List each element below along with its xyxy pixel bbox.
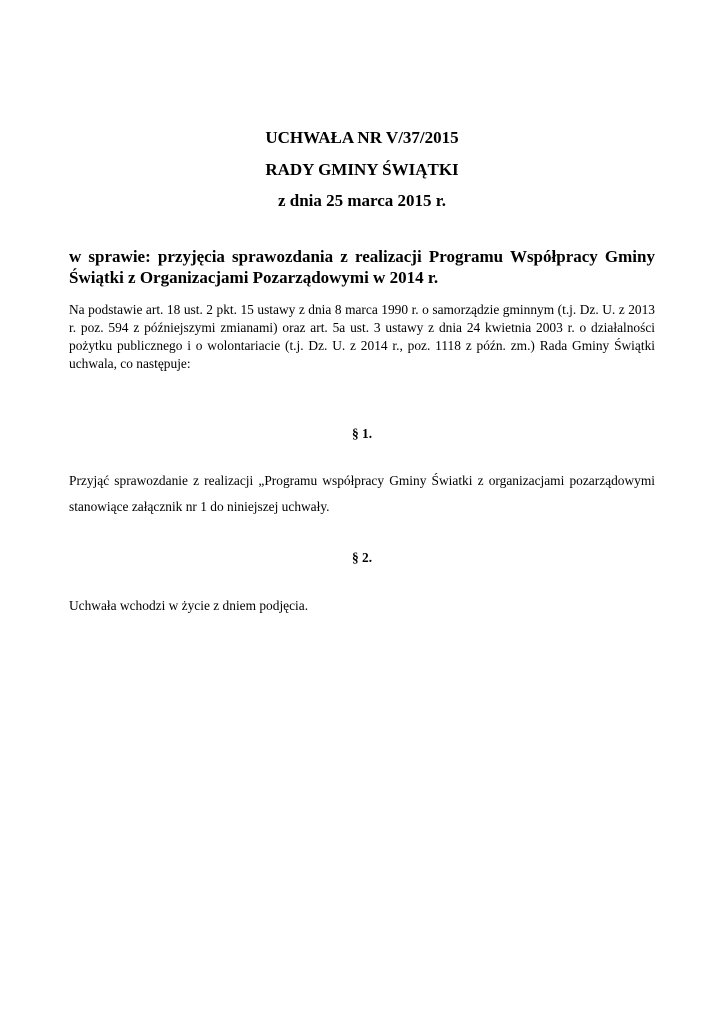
section-2-mark: § 2. [351, 550, 373, 565]
section-2-text: Uchwała wchodzi w życie z dniem podjęcia. [69, 598, 309, 613]
council-name: RADY GMINY ŚWIĄTKI [265, 160, 459, 179]
legal-basis-paragraph: Na podstawie art. 18 ust. 2 pkt. 15 ustawy z dnia 8 marca 1990 r. o samorządzie gminnym (t.j. Dz. U. z 2013 r. poz. 594 z późniejszymi zmianami) oraz art. 5a ust. 3 ustawy z dnia 24 kwietnia 2003 r. o działalności pożytku publicznego i o wolontariacie (t.j. Dz. U. z 2014 r., poz. 1118 z późn. zm.) Rada Gminy Świątki uchwala, co następuje: [69, 302, 655, 371]
section-1-text: Przyjąć sprawozdanie z realizacji „Programu współpracy Gminy Światki z organizacjami pozarządowymi stanowiące załącznik nr 1 do niniejszej uchwały. [69, 473, 655, 514]
resolution-number: UCHWAŁA NR V/37/2015 [265, 128, 459, 147]
resolution-date: z dnia 25 marca 2015 r. [277, 191, 447, 210]
resolution-subject: w sprawie: przyjęcia sprawozdania z realizacji Programu Współpracy Gminy Świątki z Organizacjami Pozarządowymi w 2014 r. [69, 247, 655, 287]
section-1-mark: § 1. [351, 426, 373, 441]
